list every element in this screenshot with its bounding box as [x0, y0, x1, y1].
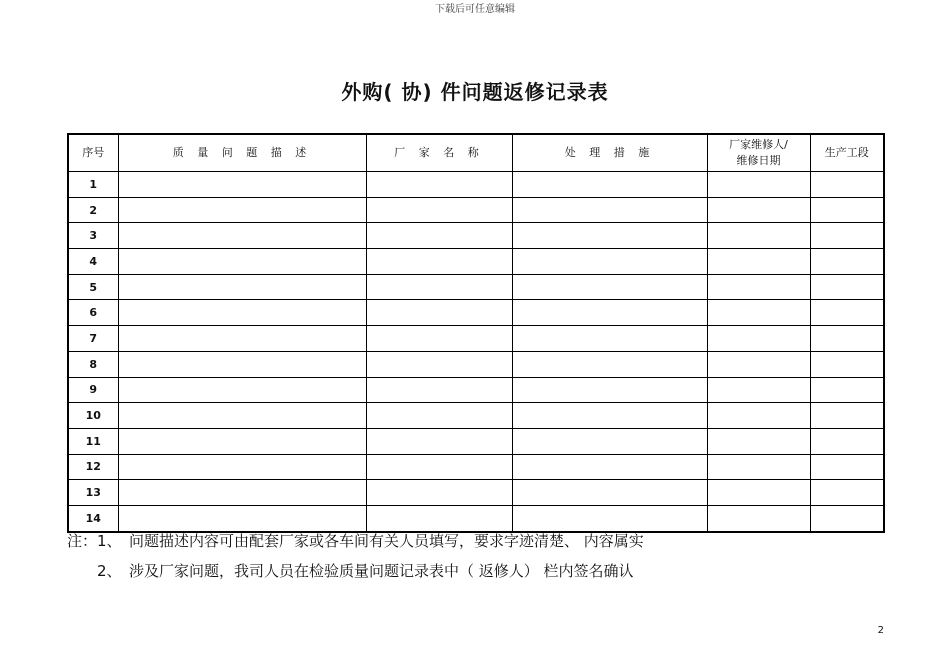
table-row: [68, 428, 884, 454]
production-section-cell[interactable]: [810, 377, 884, 403]
manufacturer-name-cell[interactable]: [366, 274, 512, 300]
table-row: [68, 326, 884, 352]
note-text-2: 涉及厂家问题，我司人员在检验质量问题记录表中（ 返修人） 栏内签名确认: [129, 562, 634, 580]
table-row: [68, 351, 884, 377]
issue-description-cell[interactable]: [118, 403, 366, 429]
handling-measures-cell[interactable]: [512, 249, 707, 275]
header-issue-description: 质 量 问 题 描 述: [118, 134, 366, 172]
production-section-cell[interactable]: [810, 454, 884, 480]
row-number-cell: 6: [68, 300, 118, 326]
header-manufacturer-name: 厂 家 名 称: [366, 134, 512, 172]
table-header-row: [68, 134, 884, 172]
repairer-date-cell[interactable]: [707, 428, 810, 454]
table-row: [68, 197, 884, 223]
issue-description-cell[interactable]: [118, 326, 366, 352]
table-row: [68, 223, 884, 249]
row-number-cell: 14: [68, 505, 118, 531]
production-section-cell[interactable]: [810, 197, 884, 223]
manufacturer-name-cell[interactable]: [366, 197, 512, 223]
issue-description-cell[interactable]: [118, 454, 366, 480]
repairer-date-cell[interactable]: [707, 505, 810, 531]
note-item-1: [67, 528, 644, 558]
repairer-date-cell[interactable]: [707, 249, 810, 275]
header-handling-measures: 处 理 措 施: [512, 134, 707, 172]
header-note: 下载后可任意编辑: [435, 4, 515, 15]
repairer-date-cell[interactable]: [707, 480, 810, 506]
header-repairer-label: 厂家维修人/: [729, 138, 788, 151]
handling-measures-cell[interactable]: [512, 197, 707, 223]
row-number-cell: 12: [68, 454, 118, 480]
handling-measures-cell[interactable]: [512, 351, 707, 377]
issue-description-cell[interactable]: [118, 172, 366, 198]
header-repairer-date: [707, 134, 810, 172]
production-section-cell[interactable]: [810, 249, 884, 275]
table-row: [68, 403, 884, 429]
manufacturer-name-cell[interactable]: [366, 300, 512, 326]
row-number-cell: 9: [68, 377, 118, 403]
production-section-cell[interactable]: [810, 223, 884, 249]
handling-measures-cell[interactable]: [512, 274, 707, 300]
page-number: 2: [877, 625, 884, 636]
repairer-date-cell[interactable]: [707, 274, 810, 300]
handling-measures-cell[interactable]: [512, 326, 707, 352]
production-section-cell[interactable]: [810, 351, 884, 377]
table-row: [68, 454, 884, 480]
repairer-date-cell[interactable]: [707, 300, 810, 326]
production-section-cell[interactable]: [810, 403, 884, 429]
row-number-cell: 11: [68, 428, 118, 454]
row-number-cell: 1: [68, 172, 118, 198]
manufacturer-name-cell[interactable]: [366, 454, 512, 480]
document-title: 外购( 协) 件问题返修记录表: [341, 80, 609, 104]
issue-description-cell[interactable]: [118, 351, 366, 377]
repair-record-table: [67, 133, 885, 533]
production-section-cell[interactable]: [810, 274, 884, 300]
row-number-cell: 5: [68, 274, 118, 300]
row-number-cell: 2: [68, 197, 118, 223]
production-section-cell[interactable]: [810, 505, 884, 531]
table-row: [68, 480, 884, 506]
manufacturer-name-cell[interactable]: [366, 480, 512, 506]
note-text-1: 问题描述内容可由配套厂家或各车间有关人员填写，要求字迹清楚、 内容属实: [129, 532, 644, 550]
handling-measures-cell[interactable]: [512, 454, 707, 480]
header-repair-date-label: 维修日期: [736, 154, 781, 167]
table-row: [68, 274, 884, 300]
manufacturer-name-cell[interactable]: [366, 403, 512, 429]
handling-measures-cell[interactable]: [512, 223, 707, 249]
notes-section: [67, 528, 644, 588]
repairer-date-cell[interactable]: [707, 223, 810, 249]
repairer-date-cell[interactable]: [707, 326, 810, 352]
handling-measures-cell[interactable]: [512, 300, 707, 326]
issue-description-cell[interactable]: [118, 197, 366, 223]
issue-description-cell[interactable]: [118, 480, 366, 506]
manufacturer-name-cell[interactable]: [366, 326, 512, 352]
note-item-2: [67, 558, 644, 588]
manufacturer-name-cell[interactable]: [366, 172, 512, 198]
production-section-cell[interactable]: [810, 172, 884, 198]
row-number-cell: 4: [68, 249, 118, 275]
table-row: [68, 300, 884, 326]
row-number-cell: 13: [68, 480, 118, 506]
repairer-date-cell[interactable]: [707, 454, 810, 480]
manufacturer-name-cell[interactable]: [366, 249, 512, 275]
repairer-date-cell[interactable]: [707, 197, 810, 223]
production-section-cell[interactable]: [810, 480, 884, 506]
handling-measures-cell[interactable]: [512, 377, 707, 403]
manufacturer-name-cell[interactable]: [366, 377, 512, 403]
row-number-cell: 7: [68, 326, 118, 352]
header-production-section: 生产工段: [810, 134, 884, 172]
production-section-cell[interactable]: [810, 326, 884, 352]
production-section-cell[interactable]: [810, 428, 884, 454]
issue-description-cell[interactable]: [118, 249, 366, 275]
manufacturer-name-cell[interactable]: [366, 351, 512, 377]
manufacturer-name-cell[interactable]: [366, 223, 512, 249]
handling-measures-cell[interactable]: [512, 172, 707, 198]
issue-description-cell[interactable]: [118, 223, 366, 249]
note-number-2: 2、: [97, 562, 122, 580]
repairer-date-cell[interactable]: [707, 377, 810, 403]
issue-description-cell[interactable]: [118, 274, 366, 300]
issue-description-cell[interactable]: [118, 428, 366, 454]
issue-description-cell[interactable]: [118, 300, 366, 326]
issue-description-cell[interactable]: [118, 377, 366, 403]
row-number-cell: 3: [68, 223, 118, 249]
note-prefix: 注：1、: [67, 532, 122, 550]
production-section-cell[interactable]: [810, 300, 884, 326]
handling-measures-cell[interactable]: [512, 480, 707, 506]
table-row: [68, 172, 884, 198]
header-serial-no: 序号: [68, 134, 118, 172]
row-number-cell: 10: [68, 403, 118, 429]
table-row: [68, 249, 884, 275]
row-number-cell: 8: [68, 351, 118, 377]
repairer-date-cell[interactable]: [707, 403, 810, 429]
repairer-date-cell[interactable]: [707, 351, 810, 377]
manufacturer-name-cell[interactable]: [366, 428, 512, 454]
table-row: [68, 377, 884, 403]
handling-measures-cell[interactable]: [512, 403, 707, 429]
handling-measures-cell[interactable]: [512, 428, 707, 454]
repairer-date-cell[interactable]: [707, 172, 810, 198]
